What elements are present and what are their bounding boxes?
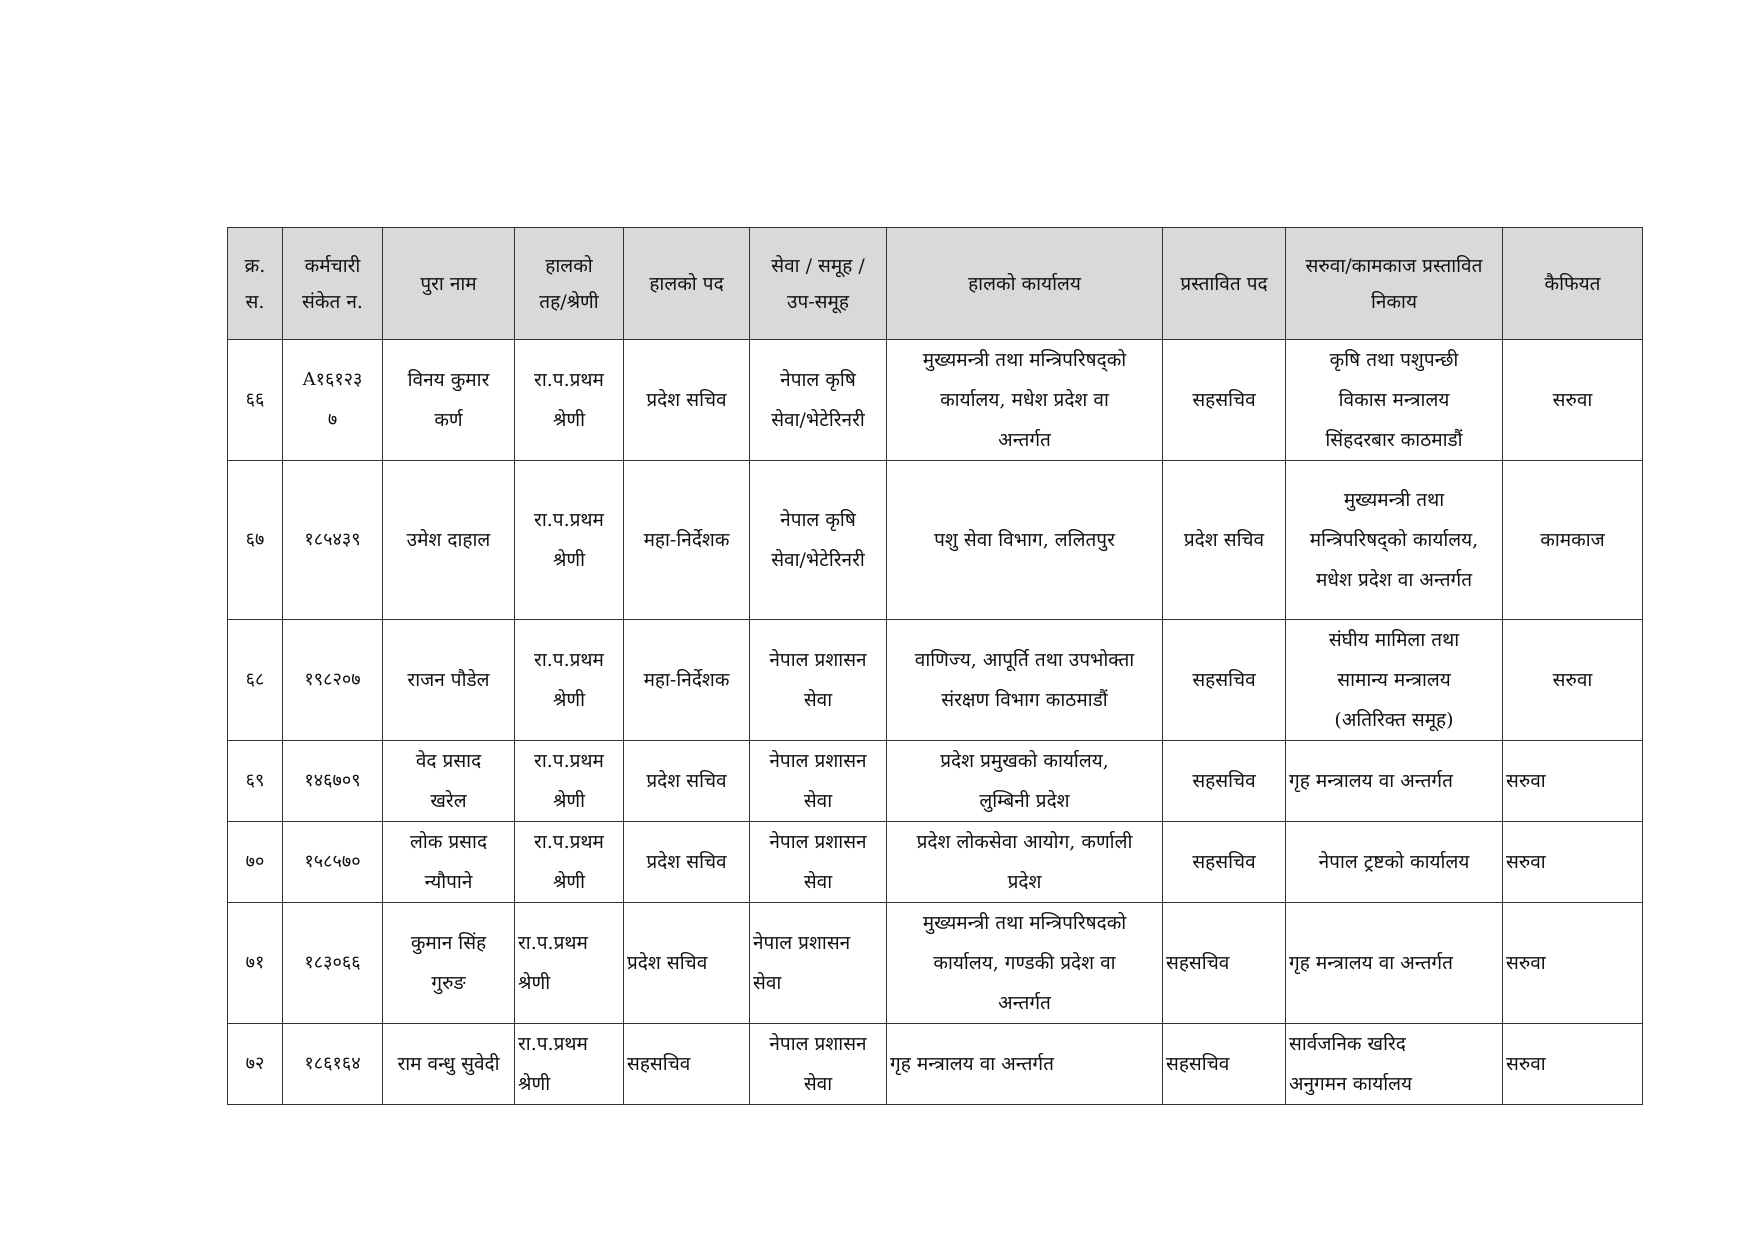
cell-current-office: पशु सेवा विभाग, ललितपुर [887,461,1163,620]
cell-sn: ७२ [228,1024,283,1105]
cell-sn: ७० [228,822,283,903]
header-current-office: हालको कार्यालय [887,228,1163,340]
cell-proposed-post: सहसचिव [1163,1024,1286,1105]
table-row [228,741,1643,822]
cell-current-office: मुख्यमन्त्री तथा मन्त्रिपरिषद्को कार्यालय, मधेश प्रदेश वा अन्तर्गत [887,340,1163,461]
cell-current-level: रा.प.प्रथम श्रेणी [515,741,624,822]
cell-service-group: नेपाल प्रशासन सेवा [750,822,887,903]
cell-current-post: प्रदेश सचिव [624,340,750,461]
cell-employee-code: १८३०६६ [283,903,383,1024]
cell-proposed-office: नेपाल ट्रष्टको कार्यालय [1286,822,1503,903]
table-row [228,822,1643,903]
cell-remarks: सरुवा [1503,822,1643,903]
cell-sn: ६९ [228,741,283,822]
cell-full-name: कुमान सिंह गुरुङ [383,903,515,1024]
cell-sn: ६८ [228,620,283,741]
cell-current-post: सहसचिव [624,1024,750,1105]
cell-employee-code: १४६७०९ [283,741,383,822]
cell-current-level: रा.प.प्रथम श्रेणी [515,1024,624,1105]
table-row [228,340,1643,461]
cell-current-level: रा.प.प्रथम श्रेणी [515,903,624,1024]
cell-current-post: प्रदेश सचिव [624,741,750,822]
table-row [228,1024,1643,1105]
cell-full-name: लोक प्रसाद न्यौपाने [383,822,515,903]
table-header-row [228,228,1643,340]
cell-employee-code: १५८५७० [283,822,383,903]
cell-current-office: मुख्यमन्त्री तथा मन्त्रिपरिषदको कार्यालय, गण्डकी प्रदेश वा अन्तर्गत [887,903,1163,1024]
header-proposed-office: सरुवा/कामकाज प्रस्तावित निकाय [1286,228,1503,340]
table-row [228,620,1643,741]
cell-service-group: नेपाल प्रशासन सेवा [750,1024,887,1105]
cell-full-name: विनय कुमार कर्ण [383,340,515,461]
cell-proposed-post: सहसचिव [1163,620,1286,741]
cell-proposed-office: गृह मन्त्रालय वा अन्तर्गत [1286,741,1503,822]
cell-full-name: राजन पौडेल [383,620,515,741]
cell-proposed-office: मुख्यमन्त्री तथा मन्त्रिपरिषद्को कार्यालय, मधेश प्रदेश वा अन्तर्गत [1286,461,1503,620]
cell-remarks: कामकाज [1503,461,1643,620]
cell-employee-code: १९८२०७ [283,620,383,741]
cell-full-name: वेद प्रसाद खरेल [383,741,515,822]
cell-employee-code: A१६१२३ ७ [283,340,383,461]
header-employee-code: कर्मचारी संकेत न. [283,228,383,340]
cell-proposed-post: सहसचिव [1163,903,1286,1024]
cell-current-post: महा-निर्देशक [624,620,750,741]
cell-proposed-office: सार्वजनिक खरिद अनुगमन कार्यालय [1286,1024,1503,1105]
cell-remarks: सरुवा [1503,741,1643,822]
cell-remarks: सरुवा [1503,620,1643,741]
header-current-post: हालको पद [624,228,750,340]
cell-current-post: प्रदेश सचिव [624,822,750,903]
cell-proposed-office: संघीय मामिला तथा सामान्य मन्त्रालय (अतिरिक्त समूह) [1286,620,1503,741]
cell-remarks: सरुवा [1503,340,1643,461]
transfer-table [227,227,1643,1105]
cell-service-group: नेपाल कृषि सेवा/भेटेरिनरी [750,461,887,620]
cell-current-office: गृह मन्त्रालय वा अन्तर्गत [887,1024,1163,1105]
document-page [227,227,1642,1105]
cell-proposed-office: कृषि तथा पशुपन्छी विकास मन्त्रालय सिंहदरबार काठमाडौं [1286,340,1503,461]
cell-remarks: सरुवा [1503,903,1643,1024]
cell-proposed-office: गृह मन्त्रालय वा अन्तर्गत [1286,903,1503,1024]
header-remarks: कैफियत [1503,228,1643,340]
cell-proposed-post: सहसचिव [1163,741,1286,822]
cell-current-office: प्रदेश प्रमुखको कार्यालय, लुम्बिनी प्रदेश [887,741,1163,822]
cell-sn: ६७ [228,461,283,620]
cell-current-level: रा.प.प्रथम श्रेणी [515,620,624,741]
table-row [228,903,1643,1024]
table-row [228,461,1643,620]
cell-current-office: वाणिज्य, आपूर्ति तथा उपभोक्ता संरक्षण विभाग काठमाडौं [887,620,1163,741]
cell-current-post: प्रदेश सचिव [624,903,750,1024]
cell-proposed-post: सहसचिव [1163,822,1286,903]
cell-current-level: रा.प.प्रथम श्रेणी [515,461,624,620]
cell-service-group: नेपाल प्रशासन सेवा [750,903,887,1024]
cell-current-post: महा-निर्देशक [624,461,750,620]
cell-service-group: नेपाल कृषि सेवा/भेटेरिनरी [750,340,887,461]
cell-current-level: रा.प.प्रथम श्रेणी [515,822,624,903]
cell-sn: ६६ [228,340,283,461]
cell-employee-code: १८५४३९ [283,461,383,620]
cell-current-office: प्रदेश लोकसेवा आयोग, कर्णाली प्रदेश [887,822,1163,903]
header-proposed-post: प्रस्तावित पद [1163,228,1286,340]
header-full-name: पुरा नाम [383,228,515,340]
header-current-level: हालको तह/श्रेणी [515,228,624,340]
cell-full-name: राम वन्धु सुवेदी [383,1024,515,1105]
cell-proposed-post: प्रदेश सचिव [1163,461,1286,620]
cell-service-group: नेपाल प्रशासन सेवा [750,741,887,822]
cell-employee-code: १८६१६४ [283,1024,383,1105]
cell-remarks: सरुवा [1503,1024,1643,1105]
cell-full-name: उमेश दाहाल [383,461,515,620]
cell-service-group: नेपाल प्रशासन सेवा [750,620,887,741]
header-sn: क्र. स. [228,228,283,340]
cell-current-level: रा.प.प्रथम श्रेणी [515,340,624,461]
header-service-group: सेवा / समूह / उप-समूह [750,228,887,340]
cell-sn: ७१ [228,903,283,1024]
cell-proposed-post: सहसचिव [1163,340,1286,461]
